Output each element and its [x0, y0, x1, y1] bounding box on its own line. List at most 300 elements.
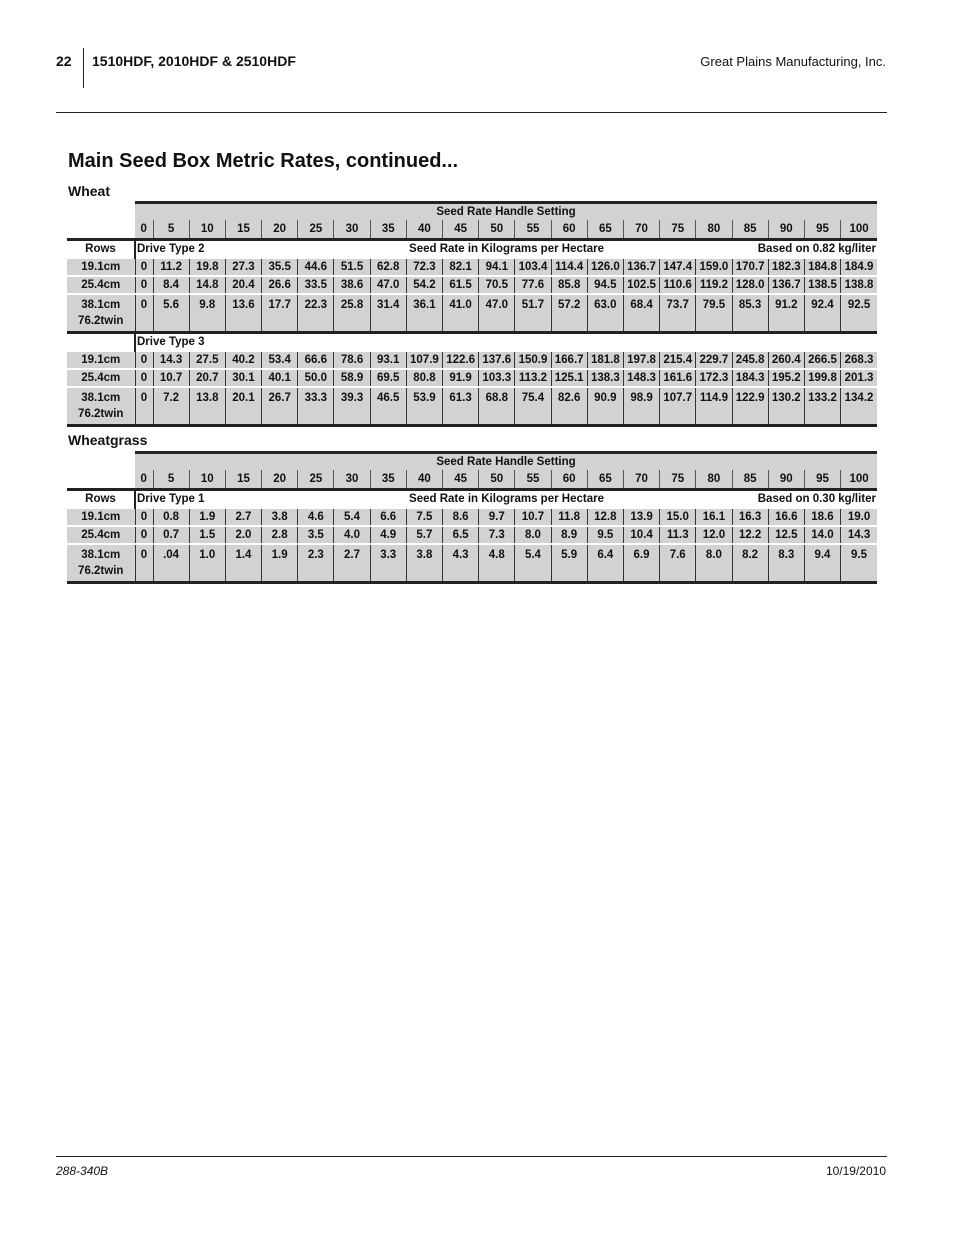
rate-cell: 40.1 — [262, 369, 298, 387]
rate-cell: 1.4 — [225, 544, 261, 583]
rate-cell: 170.7 — [732, 258, 768, 276]
drive-type-label: Drive Type 1 — [137, 493, 205, 505]
handle-setting-45: 45 — [443, 470, 479, 490]
rate-cell: 9.8 — [189, 294, 225, 333]
rate-cell: 47.0 — [479, 294, 515, 333]
handle-setting-75: 75 — [660, 470, 696, 490]
rate-cell: 114.4 — [551, 258, 587, 276]
rows-header: Rows — [67, 490, 135, 509]
drive-type-label: Drive Type 2 — [137, 243, 205, 255]
rate-cell: 229.7 — [696, 351, 732, 369]
rate-cell: 47.0 — [370, 276, 406, 294]
handle-setting-15: 15 — [225, 220, 261, 240]
handle-setting-65: 65 — [587, 220, 623, 240]
handle-setting-0: 0 — [135, 470, 153, 490]
rate-cell: 7.6 — [660, 544, 696, 583]
rate-cell: 7.3 — [479, 526, 515, 544]
rate-cell: 2.7 — [334, 544, 370, 583]
rate-cell: 128.0 — [732, 276, 768, 294]
rate-cell: 4.3 — [443, 544, 479, 583]
drive-header-text — [136, 241, 877, 257]
rate-cell: 150.9 — [515, 351, 551, 369]
rate-cell: 17.7 — [262, 294, 298, 333]
rate-cell: 80.8 — [406, 369, 442, 387]
rate-cell: 20.4 — [225, 276, 261, 294]
handle-setting-70: 70 — [623, 470, 659, 490]
rate-cell: 94.1 — [479, 258, 515, 276]
rate-cell: 79.5 — [696, 294, 732, 333]
rate-cell: 166.7 — [551, 351, 587, 369]
rate-cell: 98.9 — [623, 387, 659, 426]
handle-setting-0: 0 — [135, 220, 153, 240]
rate-cell: 12.2 — [732, 526, 768, 544]
handle-setting-65: 65 — [587, 470, 623, 490]
rate-cell: 25.8 — [334, 294, 370, 333]
row-spacing-label — [67, 387, 135, 426]
rate-cell: 12.0 — [696, 526, 732, 544]
rate-cell: 35.5 — [262, 258, 298, 276]
handle-setting-45: 45 — [443, 220, 479, 240]
rate-cell: 6.5 — [443, 526, 479, 544]
rate-cell: 63.0 — [587, 294, 623, 333]
rate-cell: 53.4 — [262, 351, 298, 369]
rate-cell: 0 — [135, 351, 153, 369]
row-spacing-label — [67, 351, 135, 369]
rate-cell: 245.8 — [732, 351, 768, 369]
wheat-rate-table — [67, 201, 877, 427]
rate-cell: 5.7 — [406, 526, 442, 544]
rate-cell: 103.3 — [479, 369, 515, 387]
rate-cell: 26.7 — [262, 387, 298, 426]
rate-cell: 9.4 — [804, 544, 840, 583]
table-row — [67, 351, 877, 369]
rate-cell: 8.9 — [551, 526, 587, 544]
header-divider — [83, 48, 84, 88]
handle-setting-90: 90 — [768, 220, 804, 240]
rate-cell: 2.0 — [225, 526, 261, 544]
rate-cell: 51.7 — [515, 294, 551, 333]
handle-setting-row — [67, 220, 877, 240]
row-spacing: 38.1cm — [81, 392, 121, 404]
table-row — [67, 276, 877, 294]
rate-cell: 16.1 — [696, 508, 732, 526]
wheat-section-label: Wheat — [68, 183, 110, 199]
row-spacing-label — [67, 508, 135, 526]
table-row — [67, 508, 877, 526]
rate-cell: 6.9 — [623, 544, 659, 583]
handle-setting-10: 10 — [189, 220, 225, 240]
rate-cell: 125.1 — [551, 369, 587, 387]
handle-setting-40: 40 — [406, 470, 442, 490]
rate-cell: 5.4 — [334, 508, 370, 526]
handle-setting-85: 85 — [732, 220, 768, 240]
rate-cell: 184.8 — [804, 258, 840, 276]
drive-header-row — [67, 240, 877, 259]
rate-cell: 0 — [135, 544, 153, 583]
rate-cell: 138.5 — [804, 276, 840, 294]
rate-cell: 0 — [135, 526, 153, 544]
rate-cell: 8.0 — [515, 526, 551, 544]
row-spacing-label — [67, 294, 135, 333]
rate-cell: 0 — [135, 294, 153, 333]
rate-cell: 19.0 — [841, 508, 877, 526]
handle-setting-35: 35 — [370, 220, 406, 240]
rate-cell: 38.6 — [334, 276, 370, 294]
drive-header-text — [136, 491, 877, 507]
handle-setting-40: 40 — [406, 220, 442, 240]
handle-setting-60: 60 — [551, 220, 587, 240]
rate-cell: 13.9 — [623, 508, 659, 526]
rate-cell: 5.9 — [551, 544, 587, 583]
rate-cell: 122.9 — [732, 387, 768, 426]
rate-cell: 172.3 — [696, 369, 732, 387]
rate-cell: 4.9 — [370, 526, 406, 544]
handle-setting-50: 50 — [479, 220, 515, 240]
rate-cell: 2.7 — [225, 508, 261, 526]
handle-setting-25: 25 — [298, 470, 334, 490]
rate-cell: 1.5 — [189, 526, 225, 544]
rate-cell: 22.3 — [298, 294, 334, 333]
rate-cell: 0 — [135, 369, 153, 387]
rate-cell: 134.2 — [841, 387, 877, 426]
rate-cell: 14.8 — [189, 276, 225, 294]
rate-cell: 107.9 — [406, 351, 442, 369]
rate-cell: 62.8 — [370, 258, 406, 276]
table-row — [67, 387, 877, 426]
density-basis-label: Based on 0.82 kg/liter — [757, 243, 876, 255]
rate-cell: 184.9 — [841, 258, 877, 276]
handle-setting-20: 20 — [262, 220, 298, 240]
rate-cell: 130.2 — [768, 387, 804, 426]
row-spacing-twin: 76.2twin — [78, 408, 124, 420]
row-spacing: 19.1cm — [81, 261, 121, 273]
rate-cell: 113.2 — [515, 369, 551, 387]
handle-setting-70: 70 — [623, 220, 659, 240]
rate-cell: 8.2 — [732, 544, 768, 583]
rate-cell: 19.8 — [189, 258, 225, 276]
blank-cell — [67, 203, 135, 221]
rate-cell: 2.8 — [262, 526, 298, 544]
rate-cell: 51.5 — [334, 258, 370, 276]
rate-cell: 215.4 — [660, 351, 696, 369]
rate-cell: 6.6 — [370, 508, 406, 526]
rate-cell: 44.6 — [298, 258, 334, 276]
row-spacing: 19.1cm — [81, 511, 121, 523]
handle-title-row — [67, 203, 877, 221]
rows-header: Rows — [67, 240, 135, 259]
rate-cell: 201.3 — [841, 369, 877, 387]
rate-cell: 184.3 — [732, 369, 768, 387]
rate-cell: 18.6 — [804, 508, 840, 526]
rate-cell: 20.1 — [225, 387, 261, 426]
rate-cell: 46.5 — [370, 387, 406, 426]
rate-cell: 39.3 — [334, 387, 370, 426]
drive-header-cell — [135, 240, 877, 259]
table-row — [67, 544, 877, 583]
rate-cell: 182.3 — [768, 258, 804, 276]
handle-setting-60: 60 — [551, 470, 587, 490]
handle-setting-15: 15 — [225, 470, 261, 490]
density-basis-label: Based on 0.30 kg/liter — [757, 493, 876, 505]
rate-units-label: Seed Rate in Kilograms per Hectare — [409, 243, 604, 255]
rate-cell: 30.1 — [225, 369, 261, 387]
rate-cell: 66.6 — [298, 351, 334, 369]
rate-cell: 26.6 — [262, 276, 298, 294]
rate-cell: 75.4 — [515, 387, 551, 426]
rate-cell: 12.5 — [768, 526, 804, 544]
rate-cell: 6.4 — [587, 544, 623, 583]
rate-cell: 36.1 — [406, 294, 442, 333]
row-spacing-label — [67, 258, 135, 276]
rate-cell: 72.3 — [406, 258, 442, 276]
rate-cell: 0 — [135, 258, 153, 276]
row-spacing: 38.1cm — [81, 549, 121, 561]
rate-cell: 61.5 — [443, 276, 479, 294]
drive-header-cell — [135, 490, 877, 509]
handle-setting-5: 5 — [153, 220, 189, 240]
page-number: 22 — [56, 53, 72, 69]
rate-cell: 136.7 — [768, 276, 804, 294]
row-spacing-label — [67, 526, 135, 544]
rate-cell: 15.0 — [660, 508, 696, 526]
rate-cell: 181.8 — [587, 351, 623, 369]
rate-cell: 68.8 — [479, 387, 515, 426]
rate-cell: 3.8 — [262, 508, 298, 526]
rate-cell: 10.4 — [623, 526, 659, 544]
handle-setting-75: 75 — [660, 220, 696, 240]
row-spacing: 25.4cm — [81, 372, 121, 384]
rate-cell: 0 — [135, 276, 153, 294]
row-spacing-label — [67, 544, 135, 583]
handle-setting-85: 85 — [732, 470, 768, 490]
rate-cell: 31.4 — [370, 294, 406, 333]
rate-cell: 1.9 — [262, 544, 298, 583]
row-spacing-label — [67, 369, 135, 387]
rate-cell: 161.6 — [660, 369, 696, 387]
table-row — [67, 526, 877, 544]
rate-cell: 33.3 — [298, 387, 334, 426]
rate-cell: 260.4 — [768, 351, 804, 369]
rate-cell: 103.4 — [515, 258, 551, 276]
rate-cell: 1.0 — [189, 544, 225, 583]
table-row — [67, 369, 877, 387]
handle-setting-25: 25 — [298, 220, 334, 240]
company-name: Great Plains Manufacturing, Inc. — [700, 54, 886, 69]
handle-setting-5: 5 — [153, 470, 189, 490]
rate-cell: 78.6 — [334, 351, 370, 369]
rate-cell: 10.7 — [153, 369, 189, 387]
drive-header-row — [67, 490, 877, 509]
rate-cell: 3.3 — [370, 544, 406, 583]
rate-cell: 69.5 — [370, 369, 406, 387]
rate-cell: 13.6 — [225, 294, 261, 333]
rate-cell: 266.5 — [804, 351, 840, 369]
row-spacing-twin: 76.2twin — [78, 565, 124, 577]
rate-cell: 4.6 — [298, 508, 334, 526]
rate-cell: 110.6 — [660, 276, 696, 294]
rate-cell: 40.2 — [225, 351, 261, 369]
rate-units-label: Seed Rate in Kilograms per Hectare — [409, 493, 604, 505]
handle-setting-95: 95 — [804, 220, 840, 240]
rate-cell: 5.4 — [515, 544, 551, 583]
rate-cell: 138.3 — [587, 369, 623, 387]
row-spacing: 38.1cm — [81, 299, 121, 311]
handle-setting-80: 80 — [696, 220, 732, 240]
wheatgrass-rate-table — [67, 451, 877, 584]
rate-cell: 9.5 — [841, 544, 877, 583]
rate-cell: 8.0 — [696, 544, 732, 583]
spacer — [136, 334, 877, 350]
row-spacing: 25.4cm — [81, 279, 121, 291]
rate-cell: 68.4 — [623, 294, 659, 333]
document-date: 10/19/2010 — [825, 1164, 886, 1178]
rate-cell: 11.2 — [153, 258, 189, 276]
row-spacing-label — [67, 276, 135, 294]
rate-cell: 92.5 — [841, 294, 877, 333]
drive-type-label: Drive Type 3 — [137, 336, 205, 348]
rate-cell: 27.5 — [189, 351, 225, 369]
page-title: Main Seed Box Metric Rates, continued... — [68, 150, 459, 172]
table-row — [67, 258, 877, 276]
handle-setting-30: 30 — [334, 220, 370, 240]
footer-rule — [56, 1156, 887, 1157]
rate-cell: 159.0 — [696, 258, 732, 276]
rate-cell: 57.2 — [551, 294, 587, 333]
rate-cell: 136.7 — [623, 258, 659, 276]
drive-header-cell — [135, 333, 877, 352]
rate-cell: 2.3 — [298, 544, 334, 583]
handle-setting-100: 100 — [841, 220, 877, 240]
blank-cell — [67, 453, 135, 471]
rate-cell: 8.3 — [768, 544, 804, 583]
rows-header — [67, 333, 135, 352]
rate-cell: 11.8 — [551, 508, 587, 526]
rate-cell: 12.8 — [587, 508, 623, 526]
rate-cell: 4.0 — [334, 526, 370, 544]
model-title: 1510HDF, 2010HDF & 2510HDF — [92, 53, 296, 69]
row-spacing-twin: 76.2twin — [78, 315, 124, 327]
handle-setting-100: 100 — [841, 470, 877, 490]
rate-cell: 133.2 — [804, 387, 840, 426]
rate-cell: 13.8 — [189, 387, 225, 426]
rate-cell: 73.7 — [660, 294, 696, 333]
rate-cell: 3.8 — [406, 544, 442, 583]
rate-cell: 94.5 — [587, 276, 623, 294]
rate-cell: 122.6 — [443, 351, 479, 369]
rate-cell: 1.9 — [189, 508, 225, 526]
rate-cell: 92.4 — [804, 294, 840, 333]
row-spacing: 25.4cm — [81, 529, 121, 541]
rate-cell: 138.8 — [841, 276, 877, 294]
rate-cell: 20.7 — [189, 369, 225, 387]
rate-cell: 114.9 — [696, 387, 732, 426]
row-spacing: 19.1cm — [81, 354, 121, 366]
rate-cell: 11.3 — [660, 526, 696, 544]
rate-cell: 54.2 — [406, 276, 442, 294]
rate-cell: 10.7 — [515, 508, 551, 526]
blank-cell — [67, 220, 135, 240]
rate-cell: 195.2 — [768, 369, 804, 387]
rate-cell: 82.6 — [551, 387, 587, 426]
rate-cell: 4.8 — [479, 544, 515, 583]
rate-cell: 90.9 — [587, 387, 623, 426]
handle-setting-95: 95 — [804, 470, 840, 490]
rate-cell: 85.8 — [551, 276, 587, 294]
rate-cell: 268.3 — [841, 351, 877, 369]
handle-setting-50: 50 — [479, 470, 515, 490]
rate-cell: 5.6 — [153, 294, 189, 333]
rate-cell: 70.5 — [479, 276, 515, 294]
rate-cell: 197.8 — [623, 351, 659, 369]
rate-cell: 53.9 — [406, 387, 442, 426]
rate-cell: 9.7 — [479, 508, 515, 526]
rate-cell: 107.7 — [660, 387, 696, 426]
rate-cell: 77.6 — [515, 276, 551, 294]
rate-cell: 7.5 — [406, 508, 442, 526]
handle-setting-55: 55 — [515, 220, 551, 240]
rate-cell: 0 — [135, 508, 153, 526]
rate-cell: 91.2 — [768, 294, 804, 333]
table-row — [67, 294, 877, 333]
rate-cell: 9.5 — [587, 526, 623, 544]
wheatgrass-section-label: Wheatgrass — [68, 432, 148, 448]
rate-cell: 91.9 — [443, 369, 479, 387]
handle-setting-80: 80 — [696, 470, 732, 490]
handle-setting-20: 20 — [262, 470, 298, 490]
handle-setting-title: Seed Rate Handle Setting — [135, 203, 877, 221]
handle-setting-title: Seed Rate Handle Setting — [135, 453, 877, 471]
rate-cell: 33.5 — [298, 276, 334, 294]
drive-header-text — [136, 334, 877, 350]
handle-setting-90: 90 — [768, 470, 804, 490]
handle-setting-10: 10 — [189, 470, 225, 490]
rate-cell: 93.1 — [370, 351, 406, 369]
drive-header-row — [67, 333, 877, 352]
handle-setting-35: 35 — [370, 470, 406, 490]
rate-cell: 14.3 — [841, 526, 877, 544]
rate-cell: 199.8 — [804, 369, 840, 387]
rate-cell: 3.5 — [298, 526, 334, 544]
rate-cell: 0.8 — [153, 508, 189, 526]
rate-cell: 14.0 — [804, 526, 840, 544]
rate-cell: 7.2 — [153, 387, 189, 426]
handle-setting-row — [67, 470, 877, 490]
rate-cell: 85.3 — [732, 294, 768, 333]
rate-cell: 8.4 — [153, 276, 189, 294]
handle-title-row — [67, 453, 877, 471]
rate-cell: 82.1 — [443, 258, 479, 276]
rate-cell: 137.6 — [479, 351, 515, 369]
rate-cell: 27.3 — [225, 258, 261, 276]
rate-cell: 148.3 — [623, 369, 659, 387]
rate-cell: 16.6 — [768, 508, 804, 526]
rate-cell: 41.0 — [443, 294, 479, 333]
rate-cell: 147.4 — [660, 258, 696, 276]
rate-cell: 0.7 — [153, 526, 189, 544]
handle-setting-30: 30 — [334, 470, 370, 490]
rate-cell: 50.0 — [298, 369, 334, 387]
rate-cell: 126.0 — [587, 258, 623, 276]
header-rule — [56, 112, 887, 113]
blank-cell — [67, 470, 135, 490]
rate-cell: 102.5 — [623, 276, 659, 294]
rate-cell: 16.3 — [732, 508, 768, 526]
rate-cell: 61.3 — [443, 387, 479, 426]
rate-cell: 58.9 — [334, 369, 370, 387]
document-number: 288-340B — [56, 1164, 109, 1178]
rate-cell: 14.3 — [153, 351, 189, 369]
rate-cell: 0 — [135, 387, 153, 426]
